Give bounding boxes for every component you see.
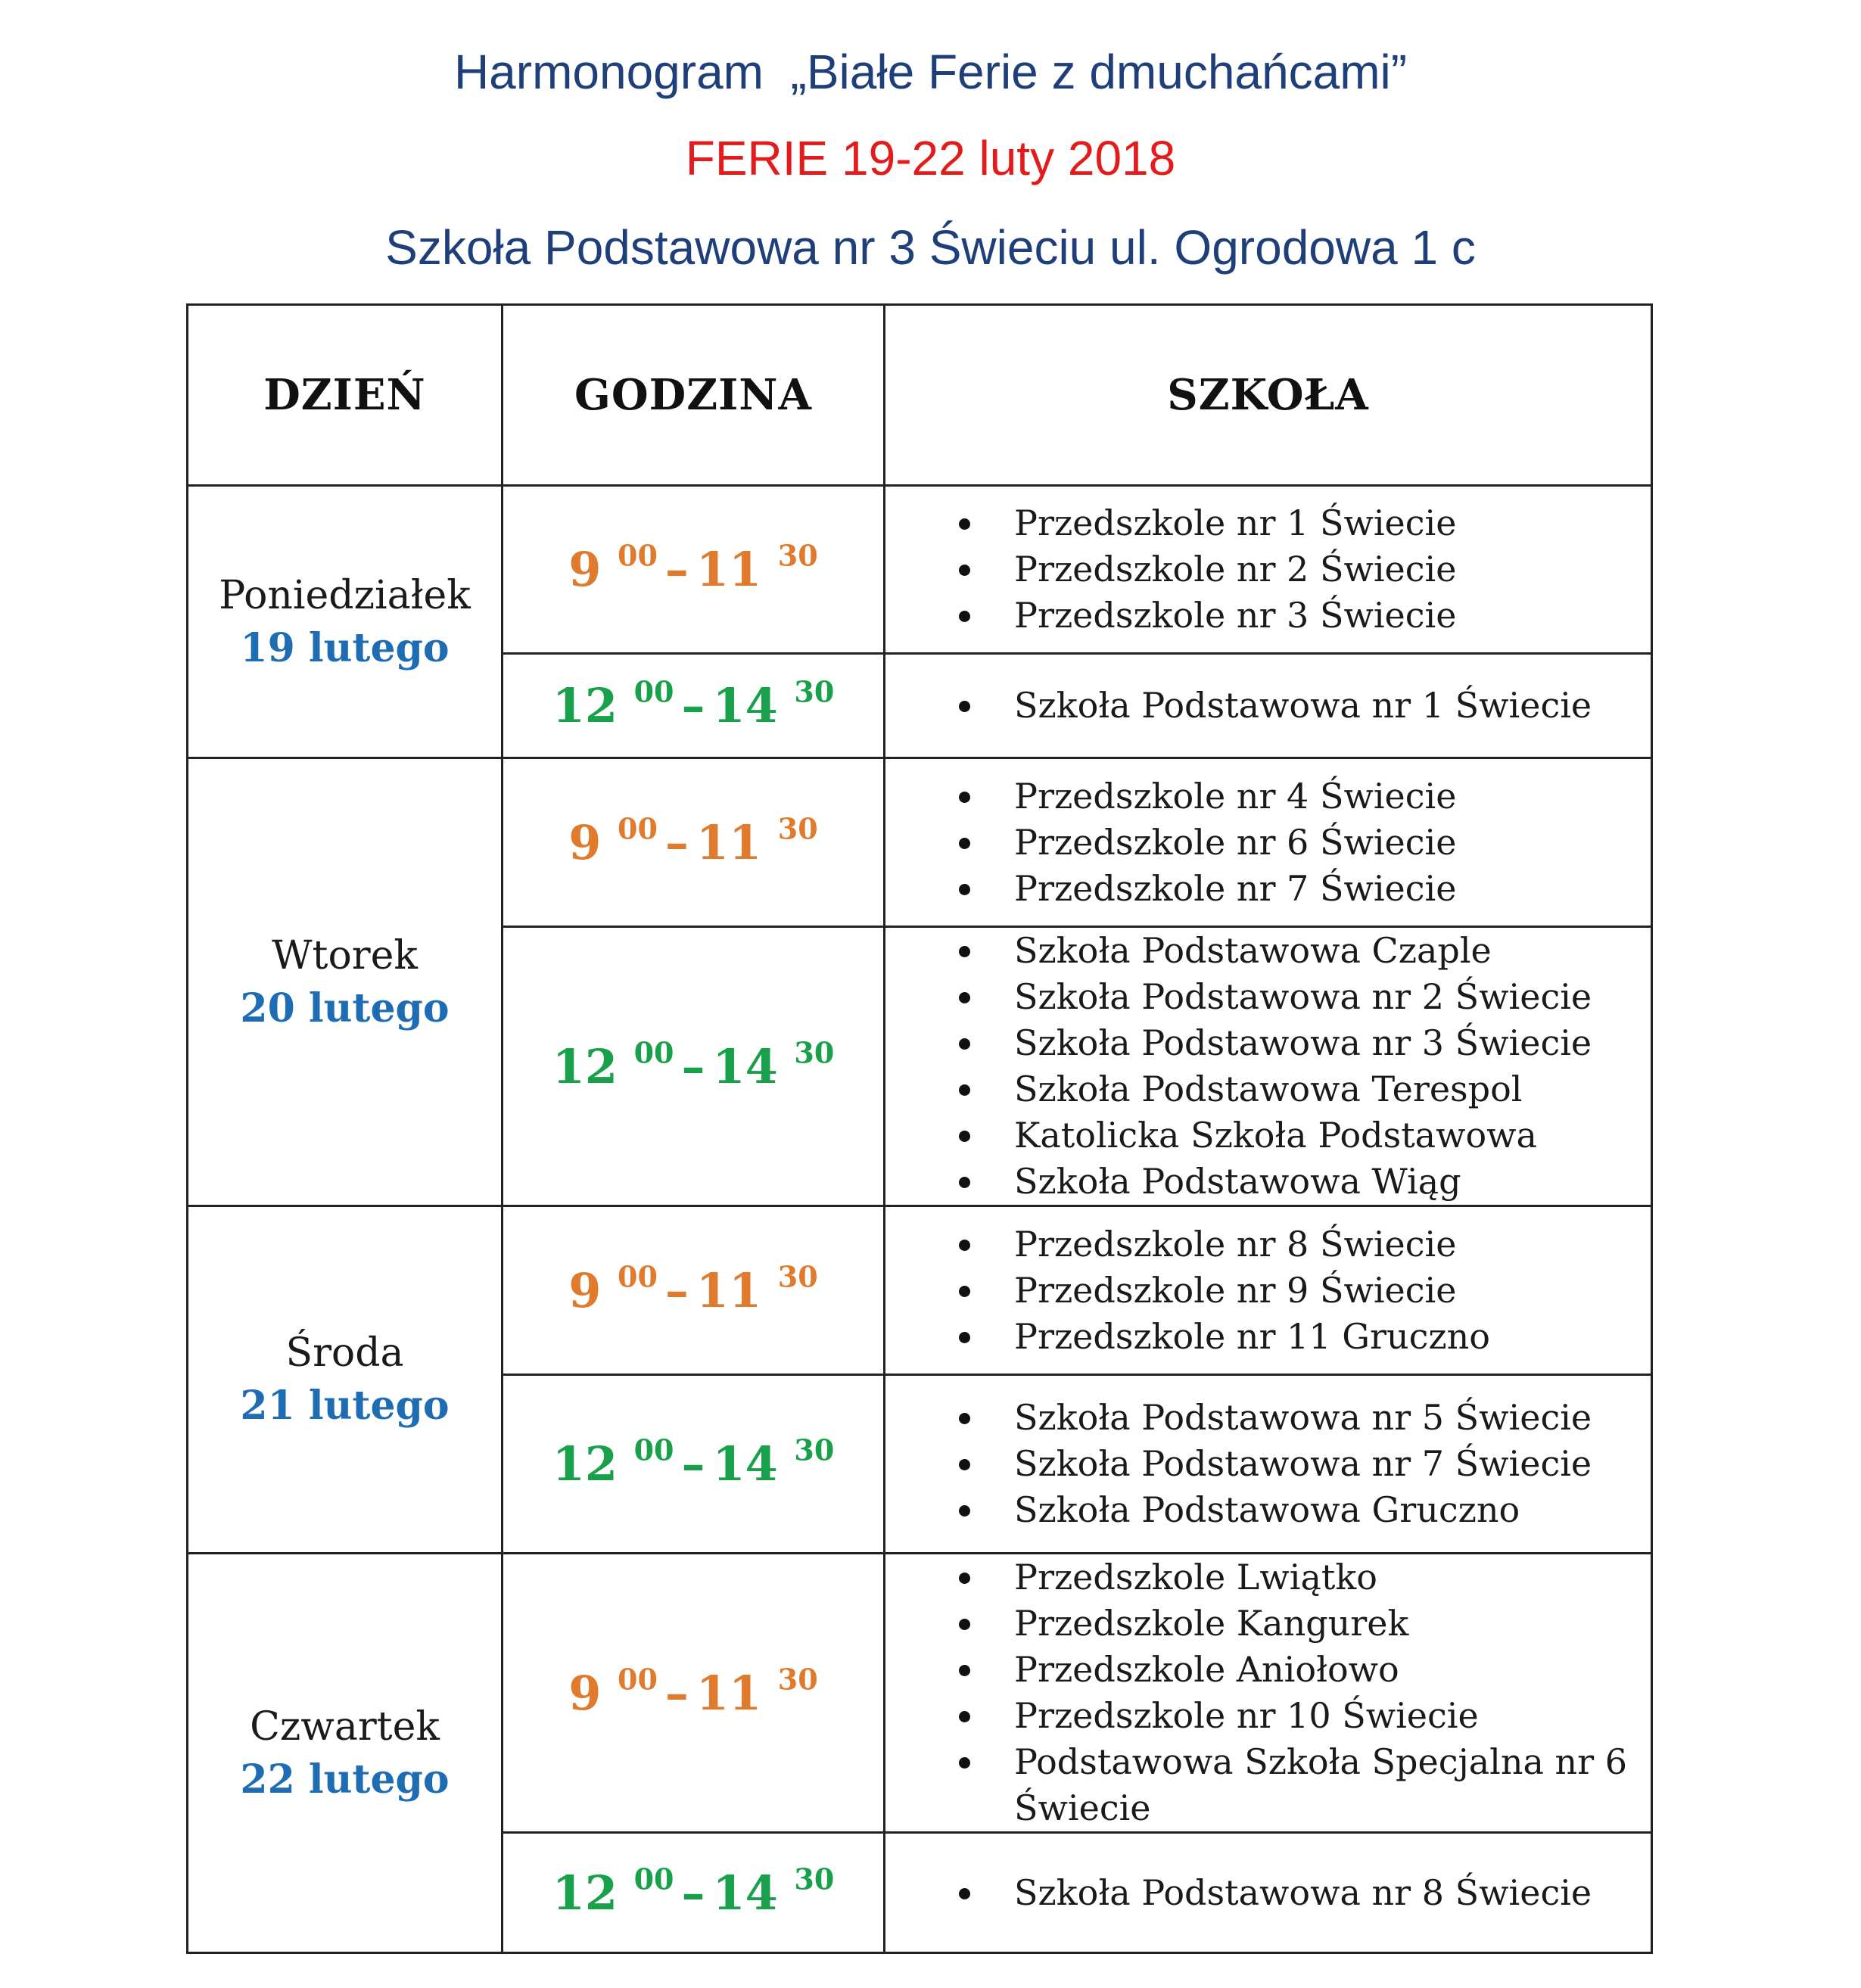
list-item: Przedszkole Kangurek	[1014, 1601, 1651, 1647]
document-subtitle: FERIE 19-22 luty 2018	[685, 131, 1176, 185]
list-item: Szkoła Podstawowa Wiąg	[1014, 1159, 1651, 1205]
list-item: Przedszkole nr 1 Świecie	[1014, 500, 1651, 546]
list-item: Przedszkole nr 10 Świecie	[1014, 1693, 1651, 1739]
list-item: Szkoła Podstawowa Czaple	[1014, 928, 1651, 974]
school-list	[885, 683, 1651, 729]
day-name: Środa	[285, 1330, 404, 1376]
column-header-day: DZIEŃ	[188, 305, 503, 486]
school-list-cell	[885, 1375, 1652, 1554]
list-item: Szkoła Podstawowa Terespol	[1014, 1066, 1651, 1112]
time-cell-noon: 12 $^{00}$ – 14 $^{30}$	[503, 927, 885, 1206]
list-item: Przedszkole Aniołowo	[1014, 1647, 1651, 1693]
table-row	[188, 486, 1652, 654]
school-list-cell	[885, 758, 1652, 927]
list-item: Przedszkole nr 3 Świecie	[1014, 593, 1651, 639]
list-item: Szkoła Podstawowa nr 5 Świecie	[1014, 1395, 1651, 1441]
column-header-time: GODZINA	[503, 305, 885, 486]
school-list-cell	[885, 1554, 1652, 1833]
table-header-row	[188, 305, 1652, 486]
list-item: Podstawowa Szkoła Specjalna nr 6 Świecie	[1014, 1739, 1651, 1831]
schedule-table	[186, 303, 1653, 1954]
column-header-school: SZKOŁA	[885, 305, 1652, 486]
table-row	[188, 758, 1652, 927]
list-item: Szkoła Podstawowa nr 8 Świecie	[1014, 1870, 1651, 1916]
list-item: Przedszkole nr 11 Gruczno	[1014, 1314, 1651, 1360]
time-cell-morning: 9 $^{00}$ – 11 $^{30}$	[503, 1554, 885, 1833]
time-cell-morning: 9 $^{00}$ – 11 $^{30}$	[503, 758, 885, 927]
day-cell	[188, 486, 503, 758]
school-list	[885, 500, 1651, 639]
school-list	[885, 1395, 1651, 1533]
school-list	[885, 773, 1651, 912]
document-location: Szkoła Podstawowa nr 3 Świeciu ul. Ogrodowa 1 c	[385, 220, 1476, 275]
time-cell-morning: 9 $^{00}$ – 11 $^{30}$	[503, 486, 885, 654]
list-item: Szkoła Podstawowa nr 1 Świecie	[1014, 683, 1651, 729]
time-cell-noon: 12 $^{00}$ – 14 $^{30}$	[503, 654, 885, 758]
list-item: Szkoła Podstawowa nr 7 Świecie	[1014, 1441, 1651, 1487]
document-title: Harmonogram „Białe Ferie z dmuchańcami”	[453, 45, 1408, 99]
list-item: Przedszkole nr 8 Świecie	[1014, 1221, 1651, 1268]
day-cell	[188, 758, 503, 1206]
day-name: Wtorek	[272, 932, 418, 978]
school-list	[885, 1221, 1651, 1360]
day-date: 21 lutego	[240, 1383, 450, 1429]
school-list-cell	[885, 1833, 1652, 1953]
day-date: 22 lutego	[240, 1756, 450, 1803]
school-list	[885, 928, 1651, 1205]
list-item: Katolicka Szkoła Podstawowa	[1014, 1112, 1651, 1159]
school-list-cell	[885, 486, 1652, 654]
day-date: 20 lutego	[240, 985, 450, 1031]
time-cell-morning: 9 $^{00}$ – 11 $^{30}$	[503, 1206, 885, 1375]
table-row	[188, 1206, 1652, 1375]
school-list	[885, 1870, 1651, 1916]
day-name: Czwartek	[250, 1703, 440, 1750]
list-item: Przedszkole nr 6 Świecie	[1014, 820, 1651, 866]
school-list-cell	[885, 927, 1652, 1206]
school-list	[885, 1554, 1651, 1831]
list-item: Szkoła Podstawowa nr 2 Świecie	[1014, 974, 1651, 1020]
list-item: Przedszkole nr 7 Świecie	[1014, 866, 1651, 912]
day-date: 19 lutego	[240, 624, 450, 671]
table-row	[188, 1554, 1652, 1833]
list-item: Przedszkole nr 2 Świecie	[1014, 546, 1651, 593]
list-item: Przedszkole nr 9 Świecie	[1014, 1268, 1651, 1314]
list-item: Przedszkole nr 4 Świecie	[1014, 773, 1651, 820]
day-name: Poniedziałek	[219, 572, 471, 618]
school-list-cell	[885, 1206, 1652, 1375]
list-item: Przedszkole Lwiątko	[1014, 1554, 1651, 1601]
list-item: Szkoła Podstawowa Gruczno	[1014, 1487, 1651, 1533]
time-cell-noon: 12 $^{00}$ – 14 $^{30}$	[503, 1375, 885, 1554]
school-list-cell	[885, 654, 1652, 758]
day-cell	[188, 1554, 503, 1953]
time-cell-noon: 12 $^{00}$ – 14 $^{30}$	[503, 1833, 885, 1953]
list-item: Szkoła Podstawowa nr 3 Świecie	[1014, 1020, 1651, 1066]
day-cell	[188, 1206, 503, 1554]
